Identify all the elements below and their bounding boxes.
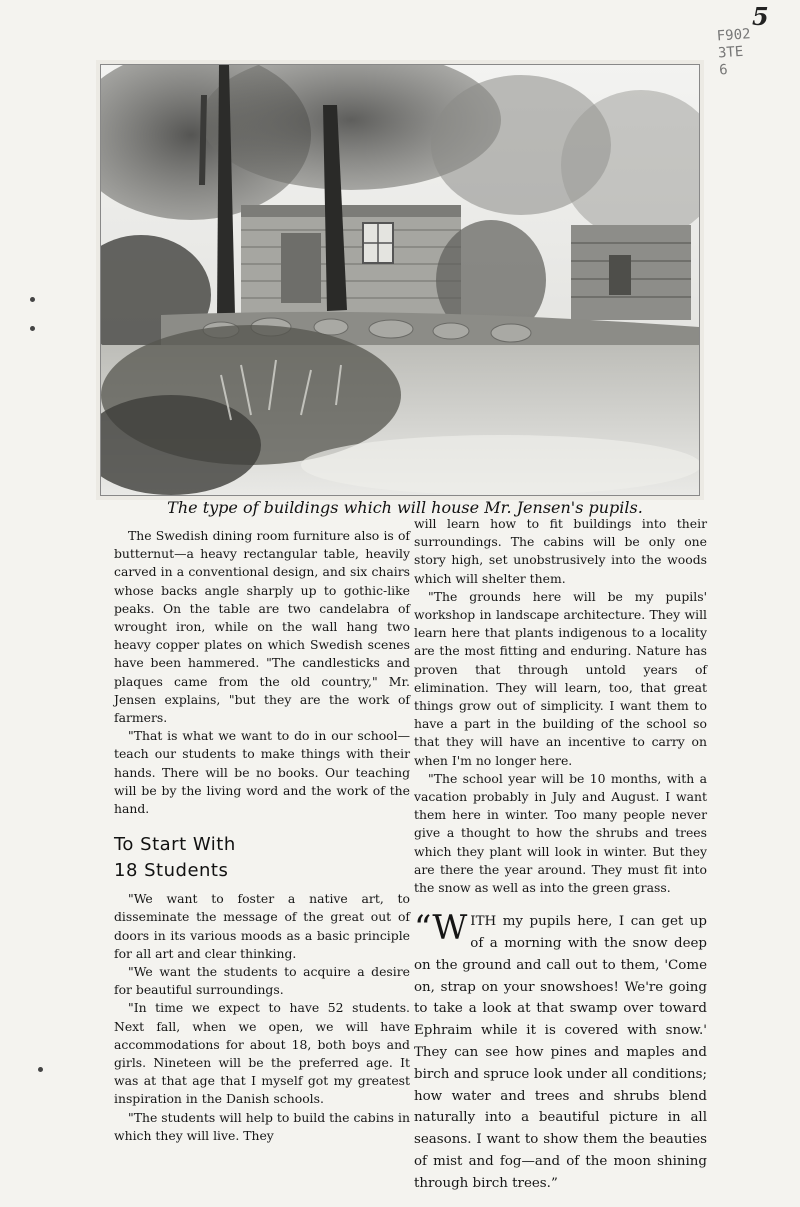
dropcap-paragraph xyxy=(414,908,707,1194)
scan-speck xyxy=(30,326,35,331)
paragraph: The Swedish dining room furniture also is of butternut—a heavy rectangular table, heavily carved in a conventional design, and six chairs whose backs angle sharply up to gothic-like peaks. On the table are two candelabra of wrought iron, while on the wall hang two heavy copper plates on which Swedish scenes have been hammered. "The candlesticks and plaques came from the old country," Mr. Jensen explains, "but they are the work of farmers. xyxy=(114,528,410,726)
photo-caption: The type of buildings which will house Mr. Jensen's pupils. xyxy=(167,498,643,517)
paragraph: "The grounds here will be my pupils' workshop in landscape architecture. They will learn here that plants indigenous to a locality are the most fitting and enduring. Nature has proven that through untold years of elimination. They will learn, too, that great things grow out of simplicity. I want them to have a part in the building of the school so that they will have an incentive to carry on when I'm no longer here. xyxy=(414,588,707,768)
buildings-photograph xyxy=(100,64,700,496)
archive-note-line: F902 xyxy=(716,26,752,45)
archive-note-line: 6 xyxy=(718,61,729,79)
paragraph: "The school year will be 10 months, with a vacation probably in July and August. I want them here in winter. Too many people never give a thought to how the shrubs and trees which they plant will look in winter. But they are there the year around. They must fit into the snow as well as into the green grass. xyxy=(414,770,707,896)
paragraph: "In time we expect to have 52 students. Next fall, when we open, we will have accommodations for about 18, both boys and girls. Nineteen will be the preferred age. It was at that age that I myself got my greatest inspiration in the Danish schools. xyxy=(114,1000,410,1107)
paragraph: "That is what we want to do in our school—teach our students to make things with their hands. There will be no books. Our teaching will be by the living word and the work of the hand. xyxy=(114,728,410,817)
section-heading-line: To Start With xyxy=(114,834,236,856)
right-column xyxy=(414,515,707,1195)
paragraph: "We want to foster a native art, to disseminate the message of the great out of doors in its various moods as a basic principle for all art and clear thinking. xyxy=(114,891,410,961)
paragraph: "We want the students to acquire a desire for beautiful surroundings. xyxy=(114,964,410,998)
photograph-icon xyxy=(101,65,699,495)
paragraph-text: ITH my pupils here, I can get up of a morning with the snow deep on the ground and call out to them, 'Come on, strap on your snowshoes! We're going to take a look at that swamp over toward Ephraim while it is covered with snow.' They can see how pines and maples and birch and spruce look under all conditions; how water and trees and shrubs blend naturally into a beautiful picture in all seasons. I want to show them the beauties of mist and fog—and of the moon shining through birch trees.” xyxy=(414,914,707,1191)
archive-handwritten-note xyxy=(716,24,791,80)
page-number: 5 xyxy=(752,2,769,31)
scan-speck xyxy=(30,297,35,302)
drop-cap xyxy=(414,908,468,949)
section-heading xyxy=(114,832,410,884)
left-column xyxy=(114,527,410,1145)
section-heading-line: 18 Students xyxy=(114,860,229,882)
drop-cap-letter: W xyxy=(432,908,468,949)
scan-speck xyxy=(38,1067,43,1072)
archive-note-line: 3TE xyxy=(717,43,744,62)
paragraph: will learn how to fit buildings into their surroundings. The cabins will be only one story high, set unobstrusively into the woods which will shelter them. xyxy=(414,516,707,586)
drop-cap-quote: “ xyxy=(414,908,433,949)
paragraph: "The students will help to build the cabins in which they will live. They xyxy=(114,1109,410,1143)
